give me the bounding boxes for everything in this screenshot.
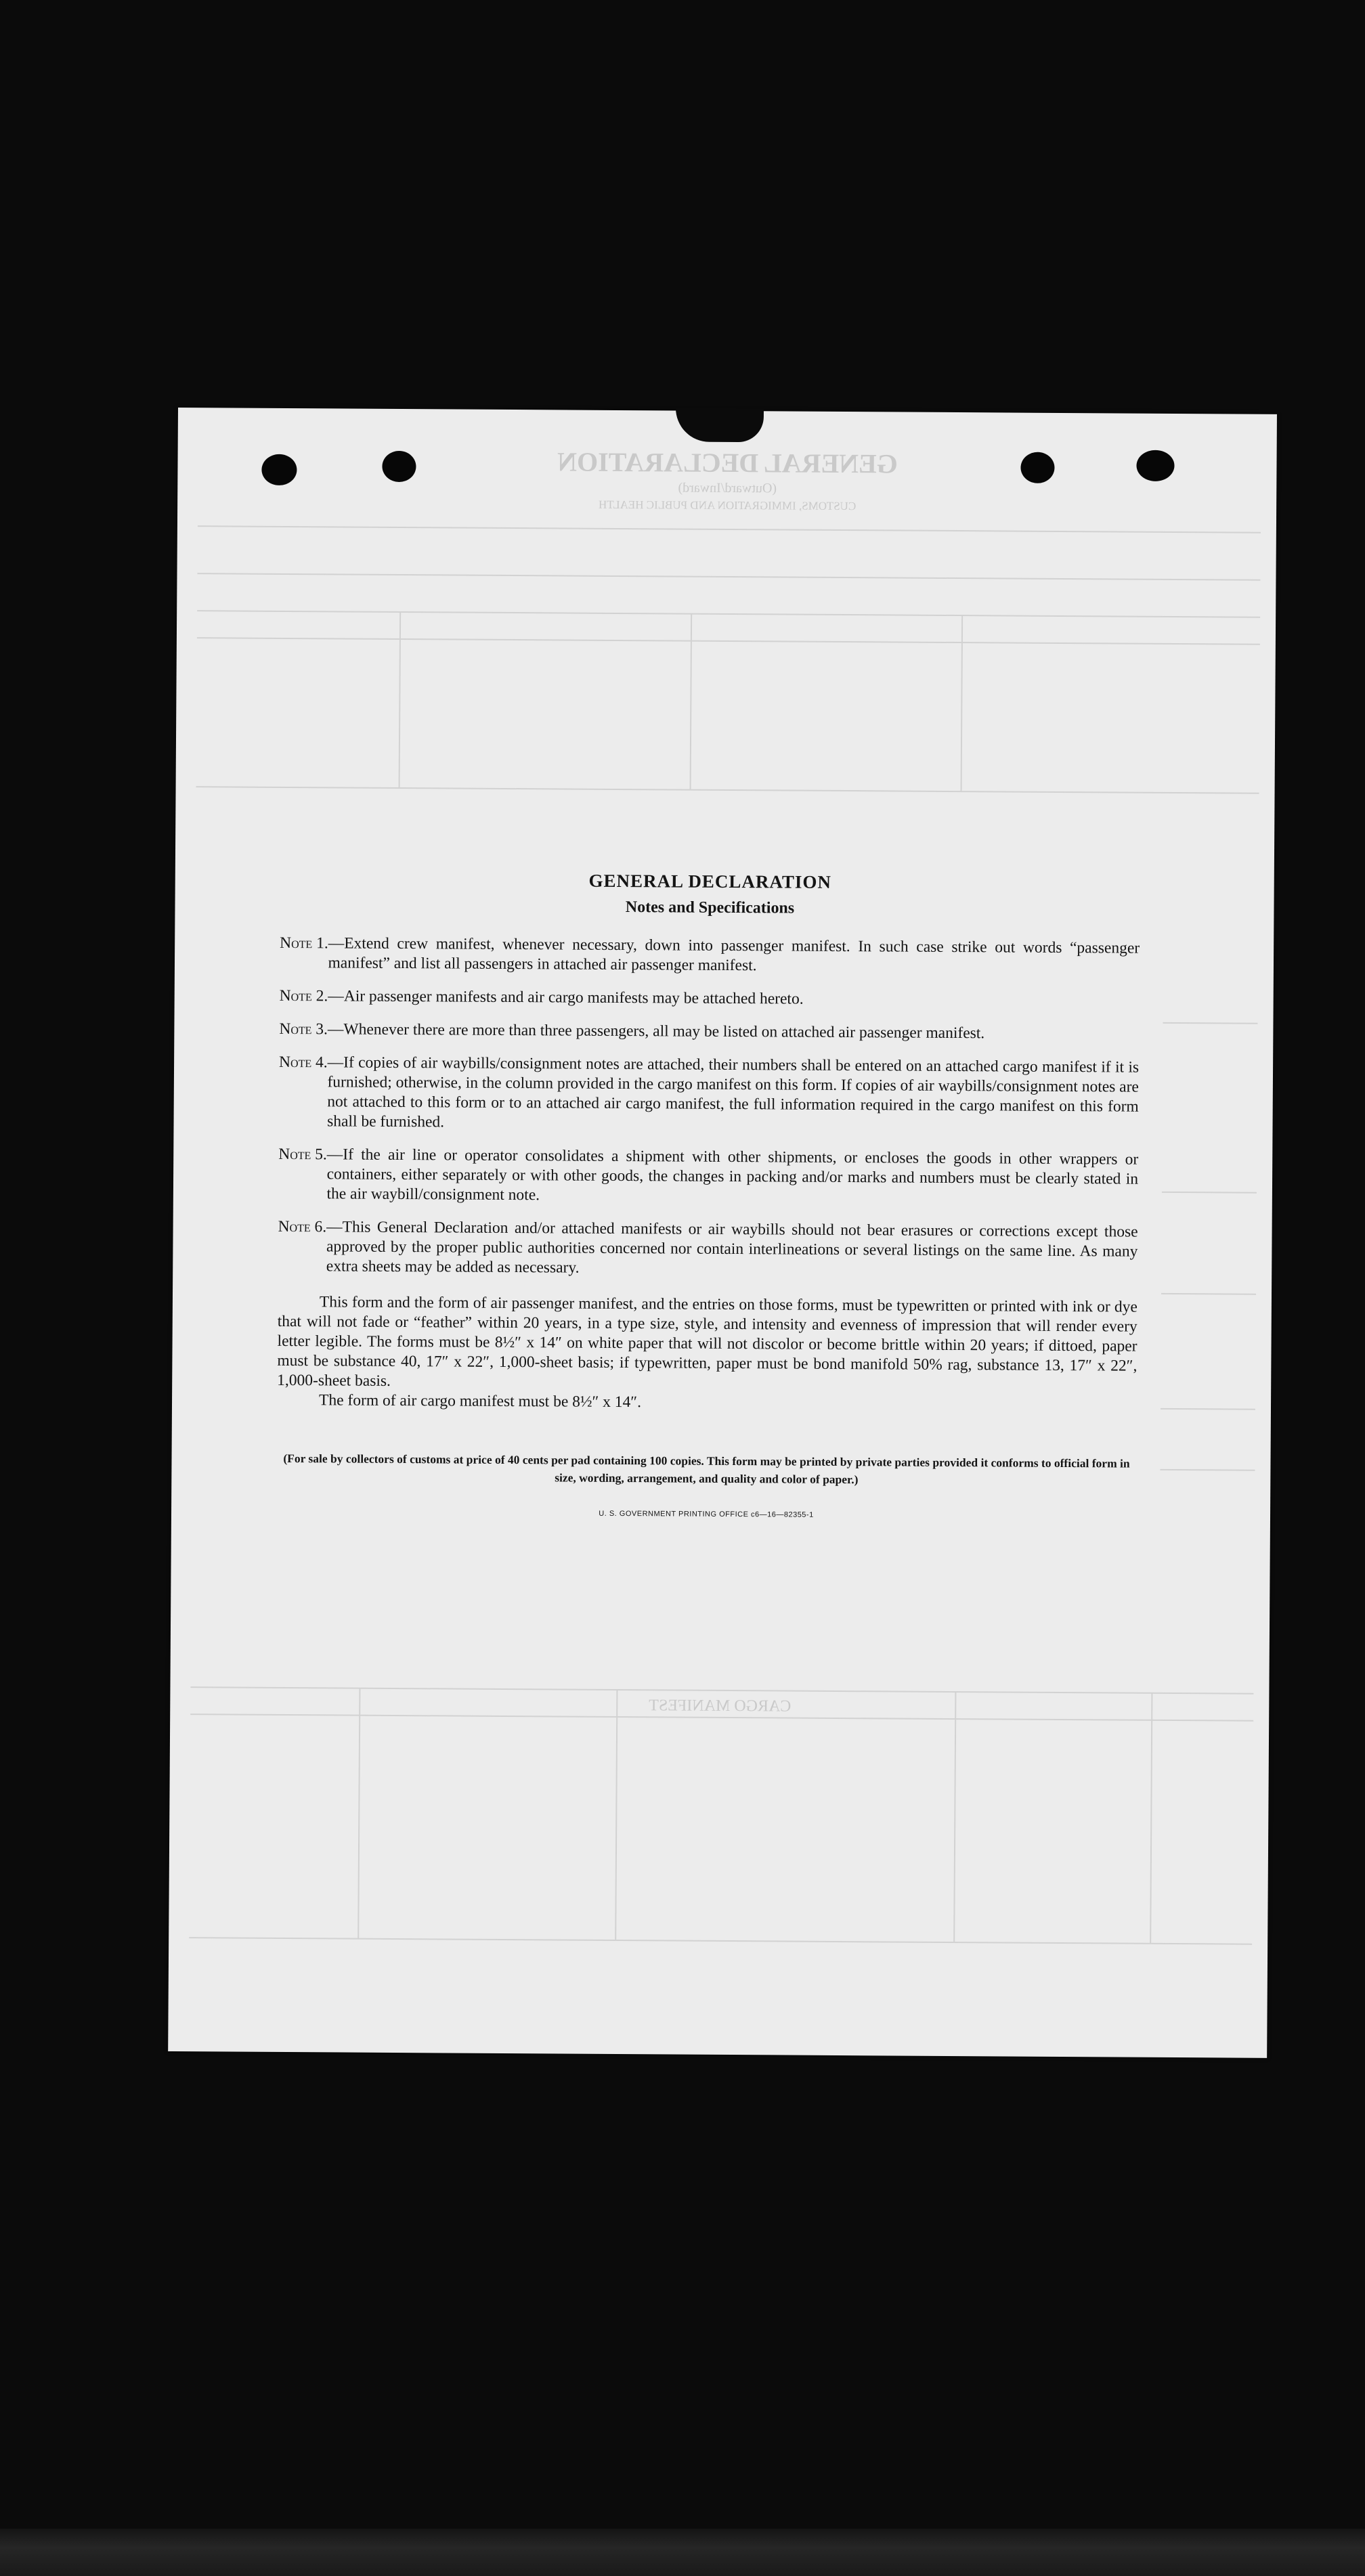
note-text: —Extend crew manifest, whenever necessary, down into passenger manifest. In such case strike out words “passenger manifest” and list all passengers in attached air passenger manifest. [328,934,1140,975]
cargo-manifest-size-line: The form of air cargo manifest must be 8½″ x 14″. [318,1391,642,1412]
specification-paragraph: This form and the form of air passenger manifest, and the entries on those forms, must be typewritten or printed with ink or dye that will not fade or “feather” within 20 years, in a type size, style, and intensity and evenness of impression that will render every letter legible. The forms must be 8½″ x 14″ on white paper that will not discolor or become brittle within 20 years; if dittoed, paper must be substance 40, 17″ x 22″, 1,000-sheet basis; if typewritten, paper must be bond manifold 50% rag, substance 13, 17″ x 22″, 1,000-sheet basis. [277,1293,1138,1390]
punch-hole [1020,452,1054,483]
ghost-rule [197,611,1260,617]
note-text: —If the air line or operator consolidates a shipment with other shipments, or encloses the goods in other wrappers or containers, either separately or with other goods, the changes in packing and/or marks and numbers must be clearly stated in the air waybill/consignment note. [326,1145,1139,1204]
document-subtitle: Notes and Specifications [625,898,795,917]
ghost-rule [190,1687,1253,1694]
note-text: —Air passenger manifests and air cargo manifests may be attached hereto. [328,987,804,1008]
ghost-cargo-heading: CARGO MANIFEST [649,1697,792,1716]
note-6 [278,1217,1138,1282]
ghost-rule [691,614,692,790]
note-label: Note 6. [278,1217,327,1236]
sale-notice: (For sale by collectors of customs at price of 40 cents per pad containing 100 copies. This form may be printed by private parties provided it conforms to official form in size, wording, arrangement, and quality and color of paper.) [283,1451,1130,1487]
ghost-heading: GENERAL DECLARATION [557,446,898,479]
note-1 [280,934,1140,978]
ghost-rule [954,1692,955,1942]
ghost-rule [1163,1023,1257,1024]
note-2 [280,986,1140,1011]
ghost-subheading: (Outward/Inward) [678,480,777,496]
document-page [168,408,1277,2058]
note-label: Note 2. [279,986,328,1005]
note-5 [278,1145,1139,1209]
ghost-rule [198,526,1261,533]
ghost-rule [196,787,1259,793]
ghost-rule [189,1938,1252,1944]
ghost-rule [961,615,963,791]
ghost-rule [197,638,1260,645]
note-text: —Whenever there are more than three passengers, all may be listed on attached air passenger manifest. [327,1020,985,1043]
punch-hole [382,451,416,482]
note-label: Note 4. [279,1053,328,1072]
note-label: Note 3. [279,1020,328,1039]
ghost-rule [198,573,1261,580]
punch-hole [261,454,297,485]
ghost-agency-line: CUSTOMS, IMMIGRATION AND PUBLIC HEALTH [598,498,857,513]
note-label: Note 5. [278,1145,327,1164]
note-text: —This General Declaration and/or attached manifests or air waybills should not bear erasures or corrections except those approved by the proper public authorities concerned nor contain interlineations or several listings on the same line. As many extra sheets may be added as necessary. [326,1218,1138,1277]
scanner-edge-band [0,2529,1365,2576]
document-title: GENERAL DECLARATION [588,870,831,892]
torn-notch [676,408,764,442]
note-4 [278,1053,1139,1137]
ghost-rule [1161,1409,1255,1410]
note-text: —If copies of air waybills/consignment notes are attached, their numbers shall be entered on an attached cargo manifest if it is furnished; otherwise, in the column provided in the cargo manifest on this form. If copies of air waybills/consignment notes are not attached to this form or to an attached air cargo manifest, the full information required in the cargo manifest on this form shall be furnished. [327,1053,1140,1131]
ghost-rule [399,612,401,788]
ghost-rule [190,1714,1253,1721]
ghost-rule [1150,1693,1152,1944]
ghost-rule [358,1688,360,1939]
notes-content [276,869,1140,1521]
ghost-rule [615,1690,617,1940]
note-3 [279,1020,1139,1045]
printer-imprint: U. S. GOVERNMENT PRINTING OFFICE c6—16—82355-1 [599,1509,814,1519]
ghost-rule [1162,1192,1257,1193]
punch-hole [1136,450,1174,481]
note-label: Note 1. [280,934,328,953]
